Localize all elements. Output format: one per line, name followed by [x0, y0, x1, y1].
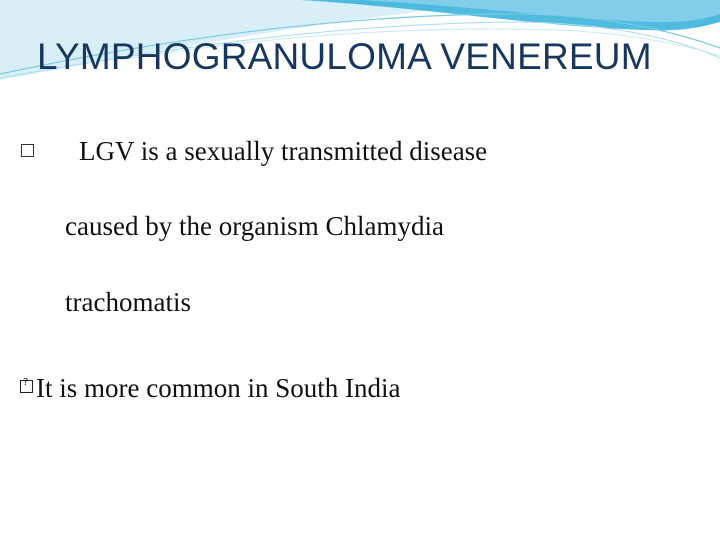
bullet-1-line-1: LGV is a sexually transmitted disease: [79, 136, 488, 166]
bullet-2-line-1: It is more common in South India: [36, 373, 401, 403]
bullet-square-icon: [21, 144, 34, 157]
bullet-1-line-3: trachomatis: [65, 287, 191, 317]
slide-title: LYMPHOGRANULOMA VENEREUM: [37, 36, 652, 77]
bullet-square-icon: [20, 380, 33, 393]
bullet-1-line-2: caused by the organism Chlamydia: [65, 211, 444, 241]
